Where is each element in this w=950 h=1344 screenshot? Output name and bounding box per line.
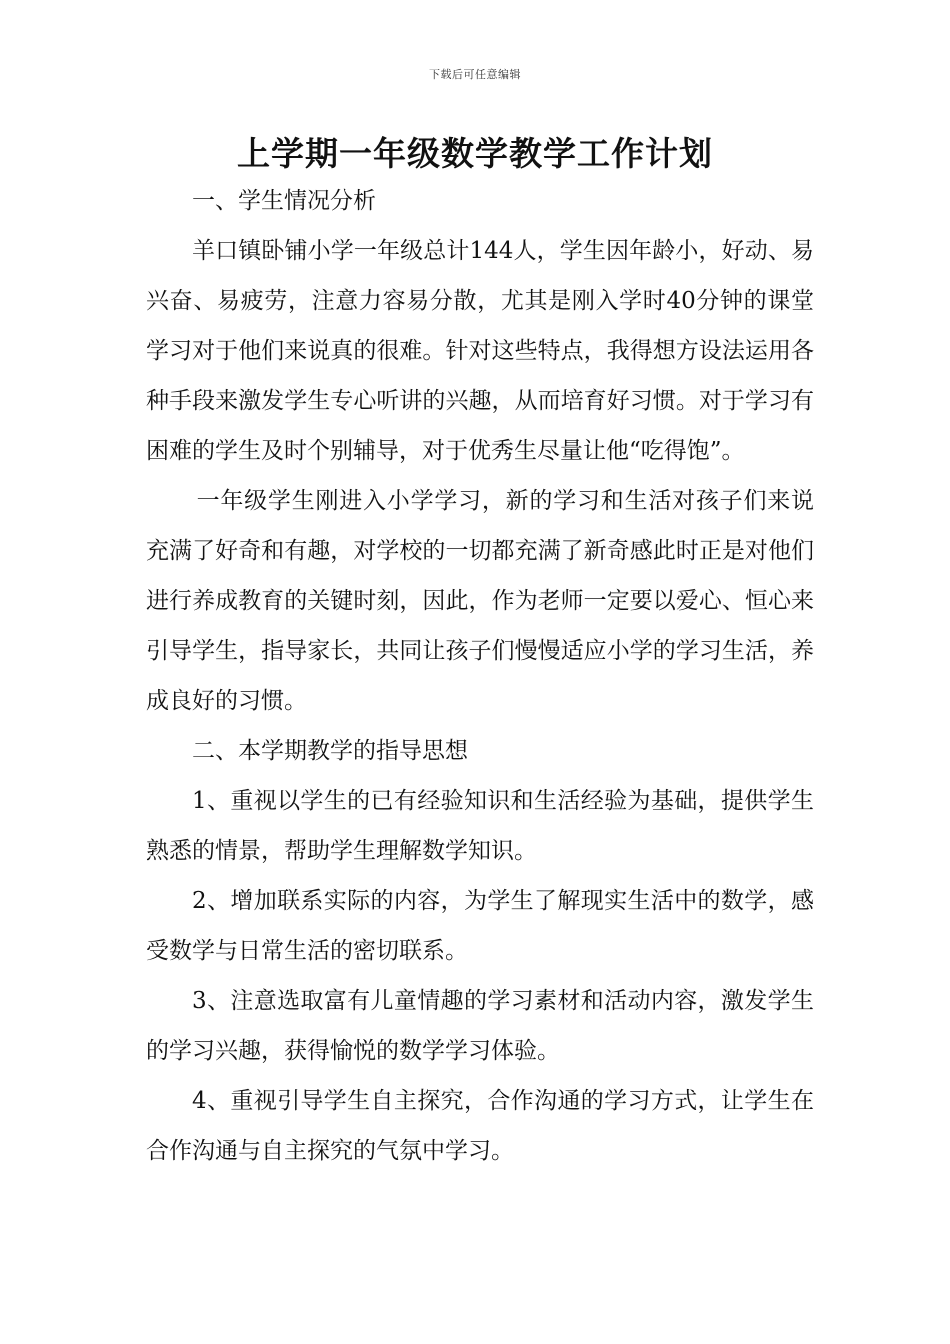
guideline-item-2: 2、增加联系实际的内容，为学生了解现实生活中的数学，感受数学与日常生活的密切联系。: [146, 888, 814, 964]
paragraph-student-analysis: 羊口镇卧铺小学一年级总计144人，学生因年龄小，好动、易兴奋、易疲劳，注意力容易分散，尤其是刚入学时40分钟的课堂学习对于他们来说真的很难。针对这些特点，我得想方设法运用各种手段来激发学生专心听讲的兴趣，从而培育好习惯。对于学习有困难的学生及时个别辅导，对于优秀生尽量让他“吃得饱”。: [146, 238, 814, 464]
document-body: [146, 176, 814, 1176]
guideline-item-3: 3、注意选取富有儿童情趣的学习素材和活动内容，激发学生的学习兴趣，获得愉悦的数学学习体验。: [146, 988, 814, 1064]
paragraph-habit-formation: 一年级学生刚进入小学学习，新的学习和生活对孩子们来说充满了好奇和有趣，对学校的一切都充满了新奇感此时正是对他们进行养成教育的关键时刻，因此，作为老师一定要以爱心、恒心来引导学生，指导家长，共同让孩子们慢慢适应小学的学习生活，养成良好的习惯。: [146, 488, 814, 714]
section-heading-2: 二、本学期教学的指导思想: [192, 738, 468, 764]
page-header: 下载后可任意编辑: [429, 68, 521, 81]
guideline-item-4: 4、重视引导学生自主探究，合作沟通的学习方式，让学生在合作沟通与自主探究的气氛中学习。: [146, 1088, 814, 1164]
section-heading-1: 一、学生情况分析: [192, 188, 376, 214]
document-title: 上学期一年级数学教学工作计划: [237, 134, 713, 173]
guideline-item-1: 1、重视以学生的已有经验知识和生活经验为基础，提供学生熟悉的情景，帮助学生理解数学知识。: [146, 788, 814, 864]
